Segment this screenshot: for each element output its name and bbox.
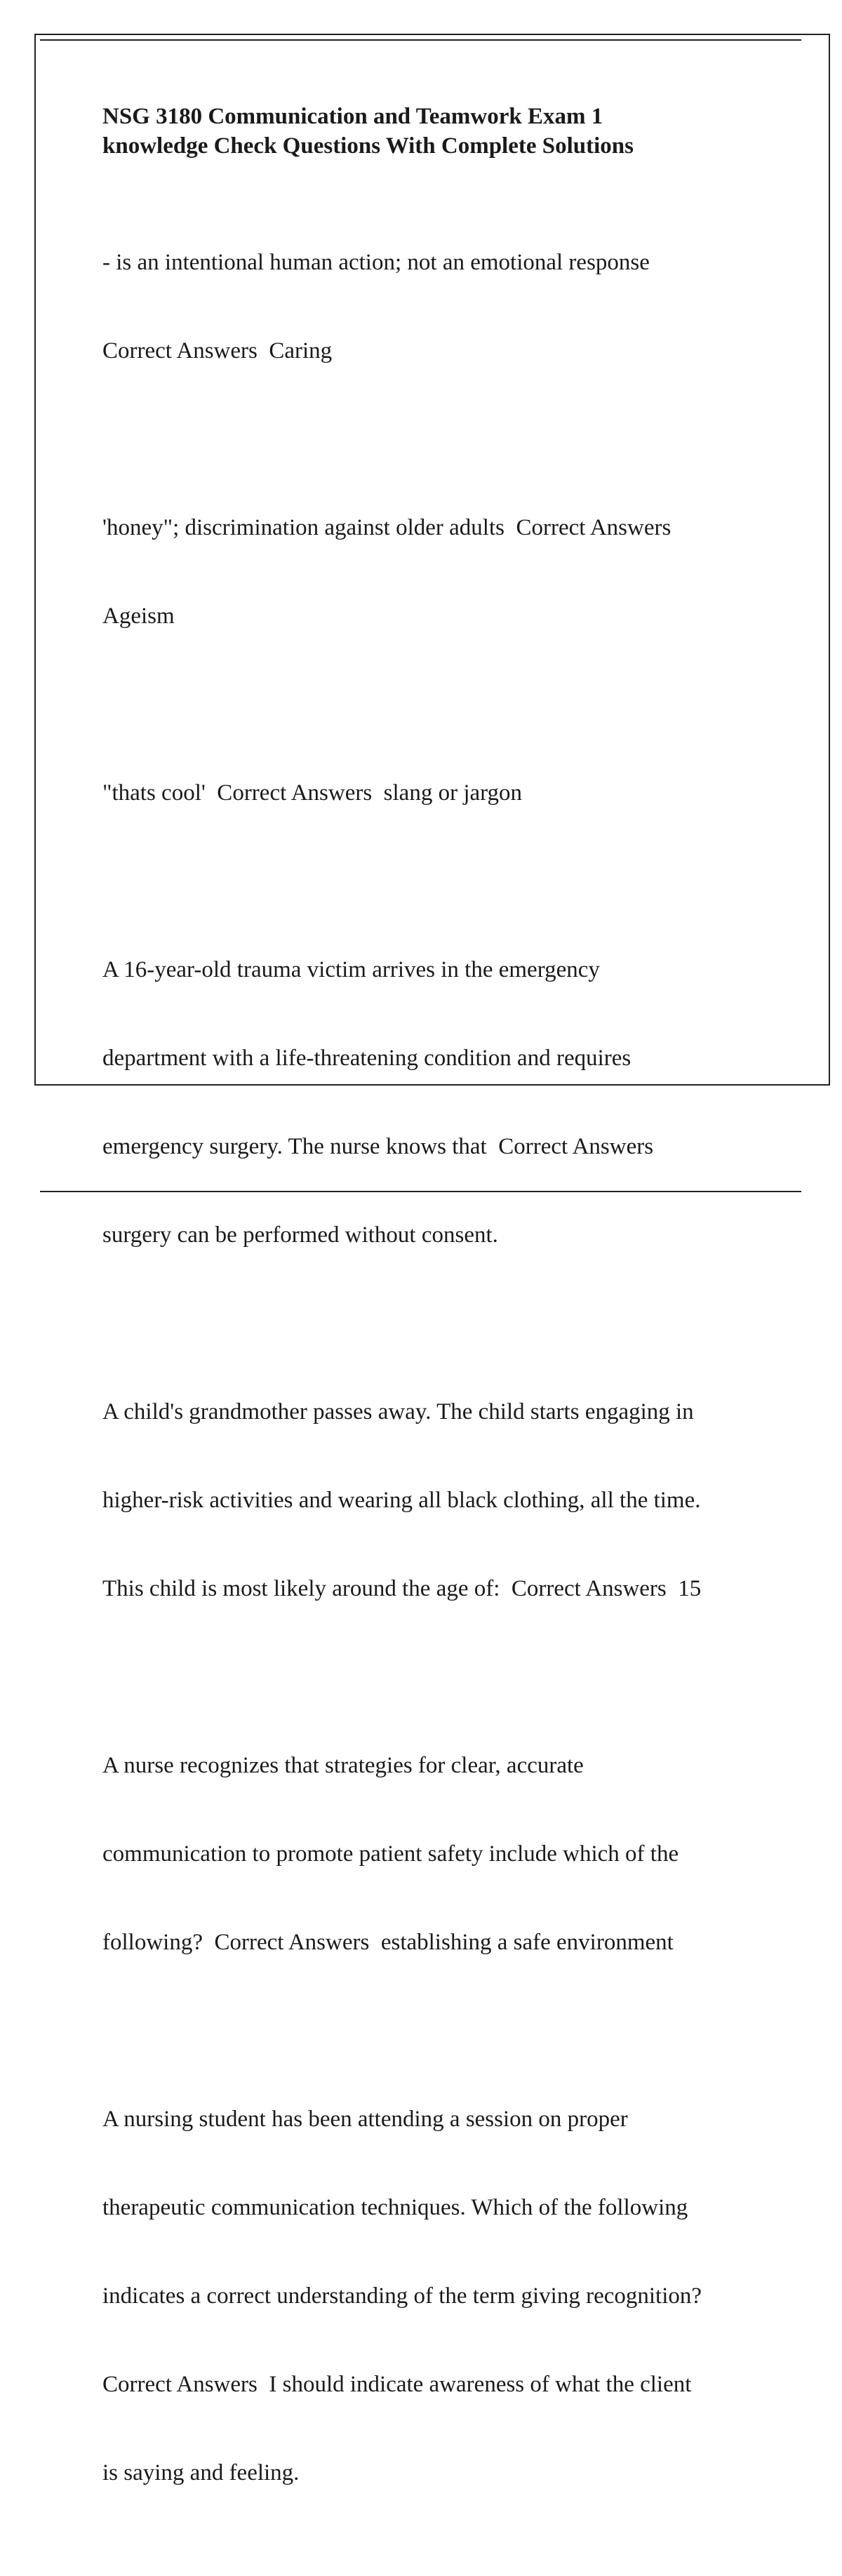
question-answer-item: [102, 454, 776, 690]
title-line: NSG 3180 Communication and Teamwork Exam 1: [102, 104, 603, 129]
text-line: therapeutic communication techniques. Which of the following: [102, 2195, 688, 2220]
text-line: department with a life-threatening condition and requires: [102, 1046, 632, 1071]
document-title: [102, 102, 776, 161]
text-line: is saying and feeling.: [102, 2460, 300, 2485]
text-line: higher-risk activities and wearing all black clothing, all the time.: [102, 1488, 701, 1513]
document-body: [102, 102, 776, 2576]
text-line: - is an intentional human action; not an emotional response: [102, 250, 650, 275]
text-line: Ageism: [102, 603, 175, 629]
text-line: emergency surgery. The nurse knows that Correct Answers: [102, 1134, 654, 1159]
question-answer-item: [102, 719, 776, 867]
footer-rule: [40, 1191, 801, 1192]
text-line: A nurse recognizes that strategies for clear, accurate: [102, 1753, 584, 1778]
question-answer-item: [102, 1692, 776, 2016]
text-line: "thats cool' Correct Answers slang or jargon: [102, 780, 523, 806]
text-line: communication to promote patient safety include which of the: [102, 1841, 679, 1867]
text-line: Correct Answers I should indicate awareness of what the client: [102, 2372, 692, 2397]
text-line: following? Correct Answers establishing a safe environment: [102, 1930, 674, 1955]
question-answer-item: [102, 896, 776, 1309]
question-answer-item: [102, 2046, 776, 2547]
text-line: indicates a correct understanding of the term giving recognition?: [102, 2283, 702, 2309]
text-line: surgery can be performed without consent.: [102, 1222, 498, 1248]
text-line: A nursing student has been attending a session on proper: [102, 2107, 628, 2132]
text-line: A child's grandmother passes away. The child starts engaging in: [102, 1399, 694, 1424]
header-rule: [40, 39, 801, 41]
title-line: knowledge Check Questions With Complete Solutions: [102, 133, 634, 159]
text-line: Correct Answers Caring: [102, 338, 333, 363]
text-line: This child is most likely around the age of: Correct Answers 15: [102, 1576, 702, 1601]
question-answer-item: [102, 1338, 776, 1662]
text-line: A 16-year-old trauma victim arrives in the emergency: [102, 957, 600, 982]
text-line: 'honey"; discrimination against older adults Correct Answers: [102, 515, 671, 540]
question-answer-item: [102, 189, 776, 425]
